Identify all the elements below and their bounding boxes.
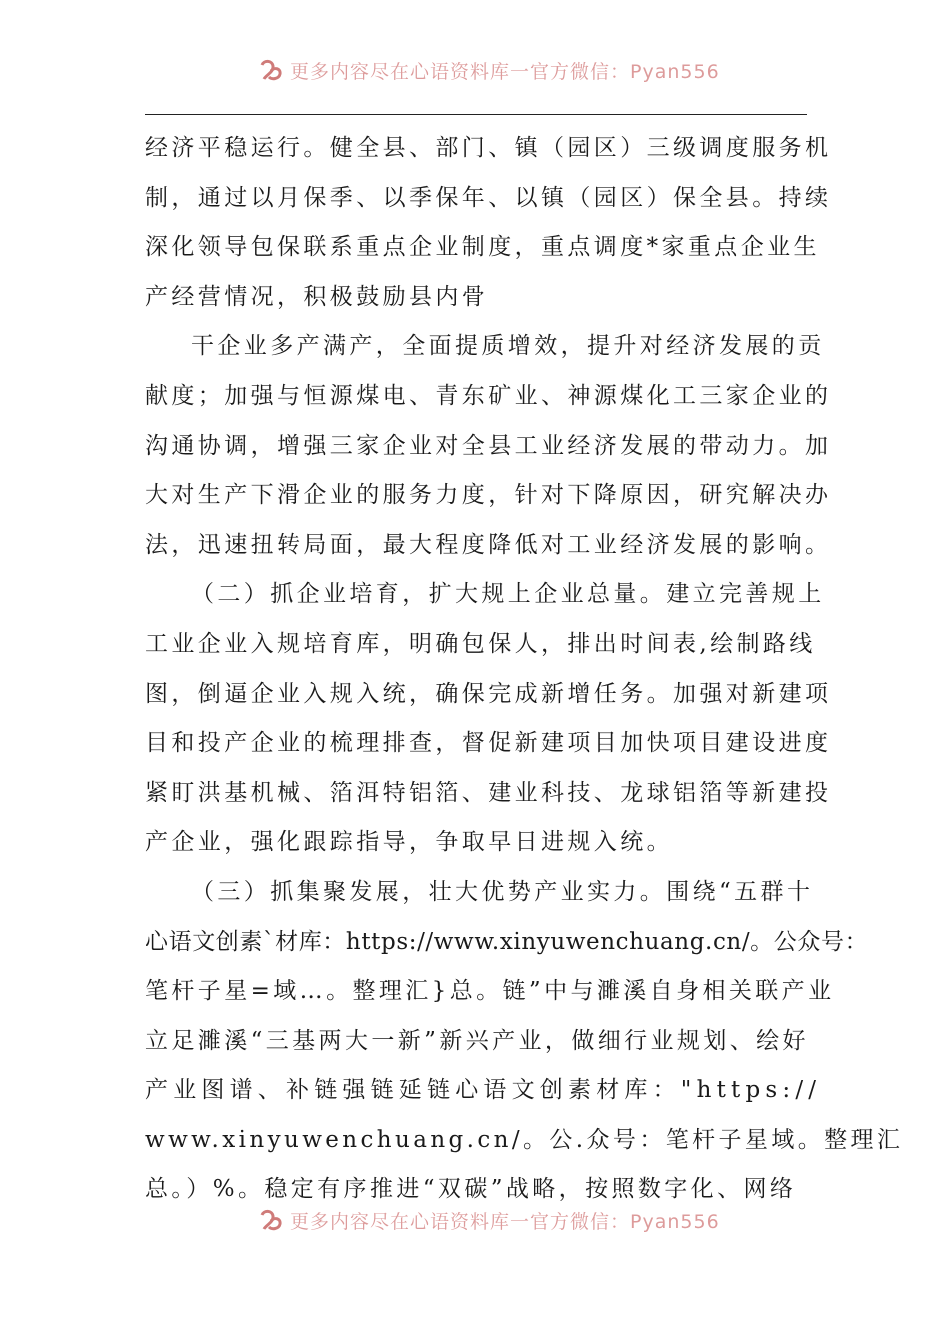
body-line: 产经营情况，积极鼓励县内骨 [145, 283, 489, 310]
body-line: www.xinyuwenchuang.cn/。公.众号：笔杆子星域。整理汇 [145, 1126, 904, 1153]
body-line: 工业企业入规培育库，明确包保人，排出时间表,绘制路线 [145, 630, 816, 657]
body-line: 笔杆子星=域…。整理汇}总。链”中与濉溪自身相关联产业 [145, 978, 835, 1005]
header-divider [145, 114, 807, 115]
body-line: 献度；加强与恒源煤电、青东矿业、神源煤化工三家企业的 [145, 382, 832, 409]
logo-icon [258, 57, 284, 83]
body-line: 干企业多产满产，全面提质增效，提升对经济发展的贡 [191, 333, 825, 360]
body-line: 产业图谱、补链强链延链心语文创素材库："https:// [145, 1077, 822, 1104]
body-line: 大对生产下滑企业的服务力度，针对下降原因，研究解决办 [145, 482, 832, 509]
body-line: 沟通协调，增强三家企业对全县工业经济发展的带动力。加 [145, 432, 832, 459]
body-line: 图，倒逼企业入规入统，确保完成新增任务。加强对新建项 [145, 680, 832, 707]
body-line: 总。）%。稳定有序推进“双碳”战略，按照数字化、网络 [145, 1176, 797, 1203]
body-line: 制，通过以月保季、以季保年、以镇（园区）保全县。持续 [145, 184, 832, 211]
watermark-text: 更多内容尽在心语资料库一官方微信：Pyan556 [290, 1210, 720, 1233]
watermark-text: 更多内容尽在心语资料库一官方微信：Pyan556 [290, 60, 720, 83]
body-line: 紧盯洪基机械、箔洱特铝箔、建业科技、龙球铝箔等新建投 [145, 779, 832, 806]
body-line: （三）抓集聚发展，壮大优势产业实力。围绕“五群十 [191, 878, 814, 905]
body-line: 立足濉溪“三基两大一新”新兴产业，做细行业规划、绘好 [145, 1027, 809, 1054]
logo-icon [258, 1207, 284, 1233]
body-line: 深化领导包保联系重点企业制度，重点调度*家重点企业生 [145, 234, 820, 261]
watermark-top [258, 56, 720, 84]
body-line: 产企业，强化跟踪指导，争取早日进规入统。 [145, 829, 673, 856]
document-body [145, 124, 904, 1215]
watermark-bottom [258, 1206, 720, 1234]
body-line: 经济平稳运行。健全县、部门、镇（园区）三级调度服务机 [145, 135, 832, 161]
body-line: 法，迅速扭转局面，最大程度降低对工业经济发展的影响。 [145, 531, 832, 558]
body-line: （二）抓企业培育，扩大规上企业总量。建立完善规上 [191, 581, 825, 608]
body-line: 心语文创素`材库：https://www.xinyuwenchuang.cn/。公众号： [145, 928, 869, 955]
body-line: 目和投产企业的梳理排查，督促新建项目加快项目建设进度 [145, 730, 832, 757]
